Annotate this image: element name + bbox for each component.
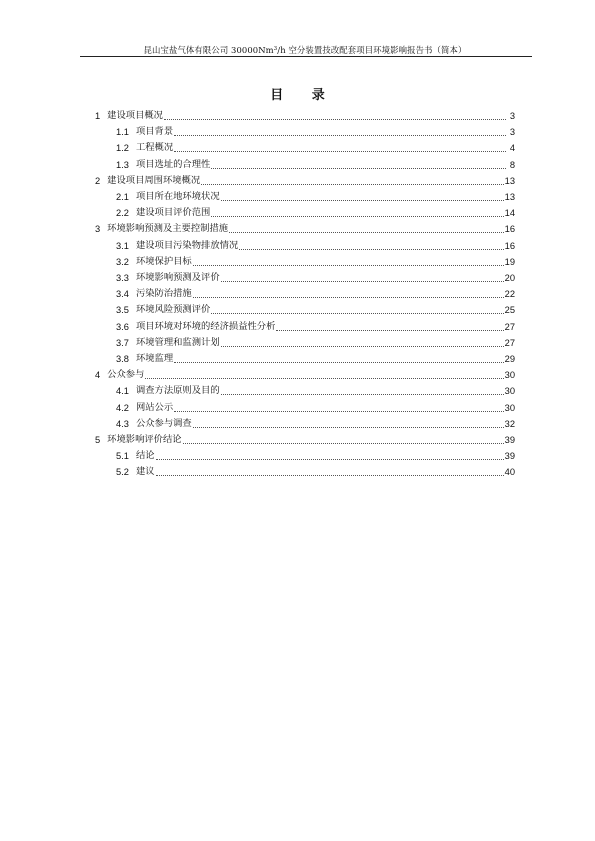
toc-entry-number: 4.3 — [116, 418, 129, 429]
toc-entry-page: 13 — [504, 175, 515, 186]
toc-entry-page: 25 — [504, 305, 515, 316]
toc-entry-number: 5.1 — [116, 451, 129, 462]
toc-dot-leader — [174, 150, 506, 152]
toc-entry-section[interactable] — [116, 398, 515, 414]
toc-dot-leader — [156, 474, 504, 476]
toc-dot-leader — [193, 296, 504, 298]
toc-entry-page: 4 — [509, 143, 515, 154]
toc-entry-title: 污染防治措施 — [135, 288, 192, 300]
toc-entry-number: 1.3 — [116, 159, 129, 170]
toc-entry-title: 建设项目评价范围 — [135, 207, 211, 219]
toc-entry-section[interactable] — [116, 284, 515, 300]
toc-dot-leader — [174, 134, 506, 136]
toc-dot-leader — [211, 215, 503, 217]
toc-entry-title: 项目环境对环境的经济损益性分析 — [135, 320, 276, 332]
toc-entry-section[interactable] — [116, 446, 515, 462]
toc-entry-title: 环境风险预测评价 — [135, 304, 211, 316]
toc-entry-number: 3.3 — [116, 273, 129, 283]
toc-entry-section[interactable] — [116, 300, 515, 316]
toc-entry-number: 1 — [95, 111, 101, 121]
running-header — [80, 44, 530, 56]
toc-entry-title: 建设项目污染物排放情况 — [135, 239, 239, 251]
toc-entry-title: 建议 — [135, 466, 155, 478]
toc-entry-page: 39 — [504, 451, 515, 462]
toc-dot-leader — [193, 426, 504, 428]
toc-entry-page: 27 — [504, 321, 515, 332]
toc-entry-page: 30 — [504, 402, 515, 413]
toc-entry-number: 5.2 — [116, 467, 129, 478]
toc-entry-chapter[interactable] — [95, 430, 515, 446]
toc-entry-page: 27 — [504, 337, 515, 348]
toc-dot-leader — [174, 410, 504, 412]
header-rule — [80, 56, 532, 57]
toc-dot-leader — [221, 393, 504, 395]
toc-entry-chapter[interactable] — [95, 219, 515, 235]
toc-dot-leader — [221, 280, 504, 282]
toc-entry-title: 环境管理和监测计划 — [135, 336, 220, 348]
toc-entry-number: 4.1 — [116, 386, 129, 397]
header-text-before: 昆山宝盐气体有限公司 30000Nm — [143, 45, 274, 55]
toc-dot-leader — [229, 231, 504, 233]
toc-entry-page: 32 — [504, 418, 515, 429]
toc-dot-leader — [164, 118, 506, 120]
toc-entry-number: 3.2 — [116, 256, 129, 267]
toc-entry-section[interactable] — [116, 349, 515, 365]
toc-entry-section[interactable] — [116, 268, 515, 284]
toc-entry-number: 3.8 — [116, 354, 129, 364]
toc-entry-title: 项目选址的合理性 — [135, 158, 211, 170]
toc-dot-leader — [174, 361, 504, 363]
toc-entry-number: 3.6 — [116, 321, 129, 332]
toc-entry-section[interactable] — [116, 187, 515, 203]
toc-entry-page: 14 — [504, 208, 515, 219]
toc-entry-section[interactable] — [116, 203, 515, 219]
toc-entry-chapter[interactable] — [95, 365, 515, 381]
toc-entry-number: 2.2 — [116, 208, 129, 219]
toc-dot-leader — [221, 345, 504, 347]
toc-entry-title: 建设项目概况 — [107, 110, 163, 121]
toc-entry-title: 项目所在地环境状况 — [135, 191, 220, 202]
toc-entry-number: 3 — [95, 224, 101, 235]
toc-entry-number: 2 — [95, 175, 101, 186]
toc-entry-page: 20 — [504, 273, 515, 283]
toc-dot-leader — [211, 167, 506, 169]
toc-entry-page: 16 — [504, 224, 515, 235]
toc-entry-number: 2.1 — [116, 192, 129, 202]
toc-entry-section[interactable] — [116, 122, 515, 138]
toc-entry-section[interactable] — [116, 317, 515, 333]
toc-dot-leader — [145, 377, 503, 379]
toc-entry-title: 结论 — [135, 450, 155, 462]
toc-entry-section[interactable] — [116, 414, 515, 430]
header-text-after: /h 空分装置技改配套项目环境影响报告书（简本） — [277, 45, 467, 55]
toc-entry-number: 1.1 — [116, 127, 129, 138]
toc-entry-section[interactable] — [116, 381, 515, 397]
toc-dot-leader — [221, 199, 504, 201]
header-superscript: 3 — [273, 46, 278, 52]
toc-entry-page: 39 — [504, 435, 515, 445]
toc-entry-page: 29 — [504, 354, 515, 364]
toc-entry-number: 3.4 — [116, 289, 129, 300]
toc-entry-section[interactable] — [116, 138, 515, 154]
toc-dot-leader — [183, 442, 504, 444]
toc-entry-title: 环境影响评价结论 — [107, 434, 182, 445]
toc-entry-title: 环境监理 — [135, 353, 174, 364]
toc-entry-page: 3 — [509, 111, 515, 121]
toc-entry-number: 4.2 — [116, 402, 129, 413]
toc-entry-title: 建设项目周围环境概况 — [107, 174, 201, 186]
toc-entry-page: 30 — [504, 370, 515, 381]
toc-entry-number: 3.7 — [116, 337, 129, 348]
toc-dot-leader — [201, 183, 504, 185]
toc-entry-section[interactable] — [116, 155, 515, 171]
toc-entry-page: 16 — [504, 240, 515, 251]
toc-entry-number: 3.1 — [116, 240, 129, 251]
toc-entry-section[interactable] — [116, 462, 515, 478]
toc-entry-page: 30 — [504, 386, 515, 397]
toc-entry-number: 5 — [95, 435, 101, 445]
toc-entry-title: 项目背景 — [135, 126, 174, 138]
toc-entry-page: 3 — [509, 127, 515, 138]
toc-entry-page: 19 — [504, 256, 515, 267]
toc-entry-chapter[interactable] — [95, 171, 515, 187]
toc-entry-title: 网站公示 — [135, 401, 174, 413]
toc-entry-title: 环境保护目标 — [135, 255, 192, 267]
toc-entry-title: 公众参与 — [107, 369, 145, 381]
toc-entry-number: 4 — [95, 370, 101, 381]
toc-entry-section[interactable] — [116, 252, 515, 268]
toc-dot-leader — [276, 329, 503, 331]
toc-entry-section[interactable] — [116, 236, 515, 252]
toc-dot-leader — [156, 458, 504, 460]
toc-entry-title: 公众参与调查 — [135, 417, 192, 429]
toc-entry-title: 工程概况 — [135, 142, 174, 154]
toc-entry-page: 8 — [509, 159, 515, 170]
toc-dot-leader — [239, 248, 503, 250]
toc-entry-title: 环境影响预测及评价 — [135, 272, 220, 283]
toc-entry-number: 3.5 — [116, 305, 129, 316]
toc-entry-section[interactable] — [116, 333, 515, 349]
toc-entry-title: 调查方法原则及目的 — [135, 385, 220, 397]
toc-dot-leader — [193, 264, 504, 266]
toc-entry-page: 13 — [504, 192, 515, 202]
toc-entry-chapter[interactable] — [95, 106, 515, 122]
toc-title: 目 录 — [270, 88, 337, 103]
toc-entry-title: 环境影响预测及主要控制措施 — [107, 223, 229, 235]
toc-entry-page: 22 — [504, 289, 515, 300]
toc-entry-page: 40 — [504, 467, 515, 478]
toc-dot-leader — [211, 312, 503, 314]
toc-entry-number: 1.2 — [116, 143, 129, 154]
